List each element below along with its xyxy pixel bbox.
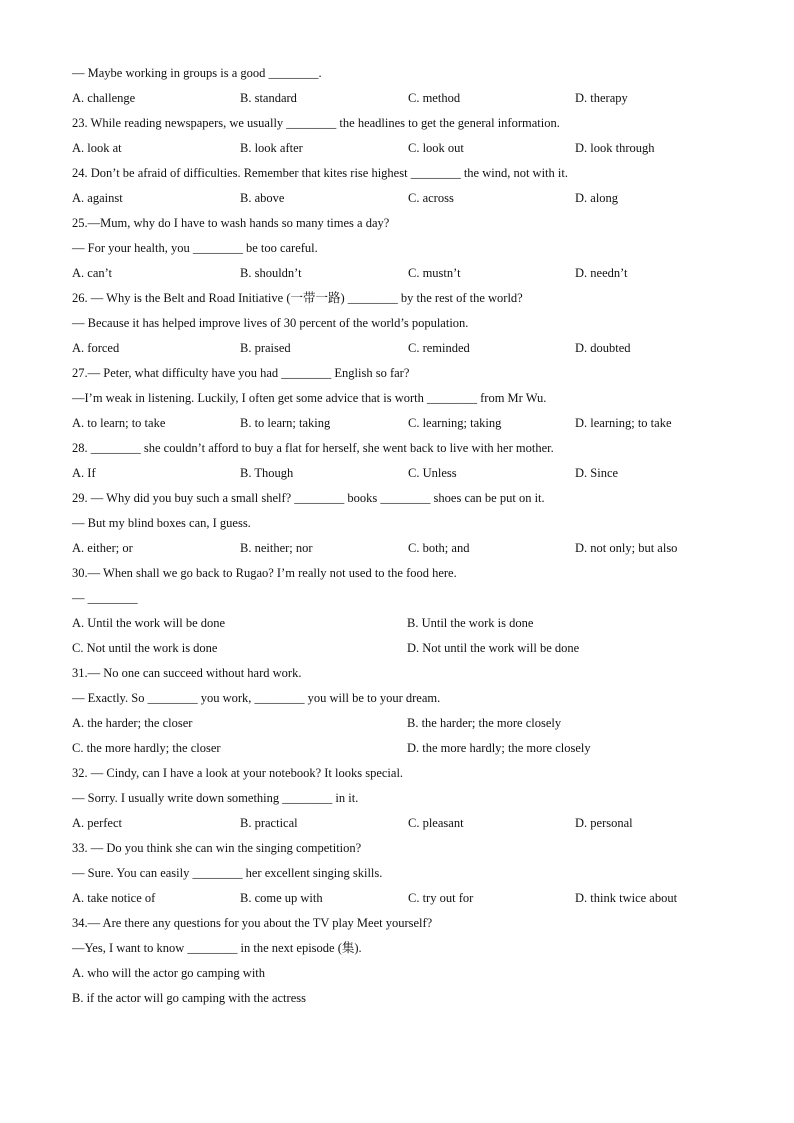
question-line: 32. — Cindy, can I have a look at your notebook? It looks special.: [72, 766, 404, 780]
answer-option: C. look out: [408, 141, 464, 155]
question-line: — ________: [72, 591, 138, 605]
answer-option: C. pleasant: [408, 816, 464, 830]
question-line: 27.— Peter, what difficulty have you had ________ English so far?: [72, 366, 410, 380]
question-line: 23. While reading newspapers, we usually ________ the headlines to get the general information.: [72, 116, 560, 130]
question-line: —Yes, I want to know ________ in the next episode (集).: [72, 941, 362, 955]
answer-option: C. the more hardly; the closer: [72, 741, 221, 755]
answer-option: C. method: [408, 91, 461, 105]
answer-option: C. mustn’t: [408, 266, 461, 280]
answer-option: D. Not until the work will be done: [407, 641, 580, 655]
question-line: — Exactly. So ________ you work, ________ you will be to your dream.: [72, 691, 441, 705]
answer-option: A. to learn; to take: [72, 416, 166, 430]
option-row: [72, 639, 732, 664]
answer-option: A. look at: [72, 141, 122, 155]
option-row: [72, 414, 732, 439]
answer-option: B. Until the work is done: [407, 616, 534, 630]
question-line: — For your health, you ________ be too careful.: [72, 241, 318, 255]
question-line: — Maybe working in groups is a good ________.: [72, 66, 322, 80]
option-row: [72, 539, 732, 564]
answer-option: C. reminded: [408, 341, 470, 355]
answer-option: D. doubted: [575, 341, 631, 355]
answer-option: D. needn’t: [575, 266, 628, 280]
question-line: 30.— When shall we go back to Rugao? I’m really not used to the food here.: [72, 566, 457, 580]
answer-option: B. neither; nor: [240, 541, 313, 555]
question-line: 28. ________ she couldn’t afford to buy a flat for herself, she went back to live with her mother.: [72, 441, 554, 455]
answer-option: B. come up with: [240, 891, 323, 905]
question-line: 25.—Mum, why do I have to wash hands so many times a day?: [72, 216, 390, 230]
option-row: [72, 814, 732, 839]
answer-option: A. against: [72, 191, 123, 205]
answer-option: A. If: [72, 466, 96, 480]
answer-option: D. the more hardly; the more closely: [407, 741, 591, 755]
answer-option: A. Until the work will be done: [72, 616, 226, 630]
answer-option: B. standard: [240, 91, 297, 105]
answer-option: D. learning; to take: [575, 416, 672, 430]
answer-option: B. look after: [240, 141, 303, 155]
answer-option: D. not only; but also: [575, 541, 678, 555]
question-line: — Because it has helped improve lives of 30 percent of the world’s population.: [72, 316, 469, 330]
exam-page: [72, 64, 732, 1014]
question-line: 26. — Why is the Belt and Road Initiative (一带一路) ________ by the rest of the world?: [72, 291, 523, 305]
answer-option: A. the harder; the closer: [72, 716, 193, 730]
answer-option: D. Since: [575, 466, 619, 480]
answer-option: C. try out for: [408, 891, 474, 905]
answer-option: B. praised: [240, 341, 291, 355]
answer-option: D. look through: [575, 141, 655, 155]
answer-option: B. practical: [240, 816, 298, 830]
answer-option: A. take notice of: [72, 891, 156, 905]
option-row: [72, 189, 732, 214]
question-line: B. if the actor will go camping with the actress: [72, 991, 306, 1005]
answer-option: C. across: [408, 191, 454, 205]
answer-option: B. the harder; the more closely: [407, 716, 562, 730]
question-line: 29. — Why did you buy such a small shelf? ________ books ________ shoes can be put on it.: [72, 491, 545, 505]
question-line: — Sorry. I usually write down something ________ in it.: [72, 791, 359, 805]
question-line: —I’m weak in listening. Luckily, I often get some advice that is worth ________ from Mr Wu.: [72, 391, 547, 405]
answer-option: D. therapy: [575, 91, 628, 105]
answer-option: B. Though: [240, 466, 294, 480]
option-row: [72, 714, 732, 739]
answer-option: A. either; or: [72, 541, 133, 555]
option-row: [72, 264, 732, 289]
option-row: [72, 339, 732, 364]
question-line: — But my blind boxes can, I guess.: [72, 516, 251, 530]
question-line: 33. — Do you think she can win the singing competition?: [72, 841, 362, 855]
answer-option: D. personal: [575, 816, 633, 830]
answer-option: D. along: [575, 191, 619, 205]
question-line: 34.— Are there any questions for you about the TV play Meet yourself?: [72, 916, 433, 930]
option-row: [72, 464, 732, 489]
answer-option: C. both; and: [408, 541, 470, 555]
option-row: [72, 139, 732, 164]
option-row: [72, 614, 732, 639]
answer-option: A. perfect: [72, 816, 122, 830]
answer-option: C. learning; taking: [408, 416, 502, 430]
answer-option: A. challenge: [72, 91, 136, 105]
answer-option: D. think twice about: [575, 891, 678, 905]
answer-option: B. above: [240, 191, 285, 205]
option-row: [72, 889, 732, 914]
question-line: — Sure. You can easily ________ her excellent singing skills.: [72, 866, 383, 880]
answer-option: C. Unless: [408, 466, 457, 480]
answer-option: A. forced: [72, 341, 120, 355]
answer-option: A. can’t: [72, 266, 113, 280]
answer-option: C. Not until the work is done: [72, 641, 218, 655]
question-line: 31.— No one can succeed without hard work.: [72, 666, 302, 680]
question-line: A. who will the actor go camping with: [72, 966, 266, 980]
option-row: [72, 739, 732, 764]
option-row: [72, 89, 732, 114]
answer-option: B. shouldn’t: [240, 266, 302, 280]
answer-option: B. to learn; taking: [240, 416, 331, 430]
question-line: 24. Don’t be afraid of difficulties. Remember that kites rise highest ________ the wind, not with it.: [72, 166, 568, 180]
